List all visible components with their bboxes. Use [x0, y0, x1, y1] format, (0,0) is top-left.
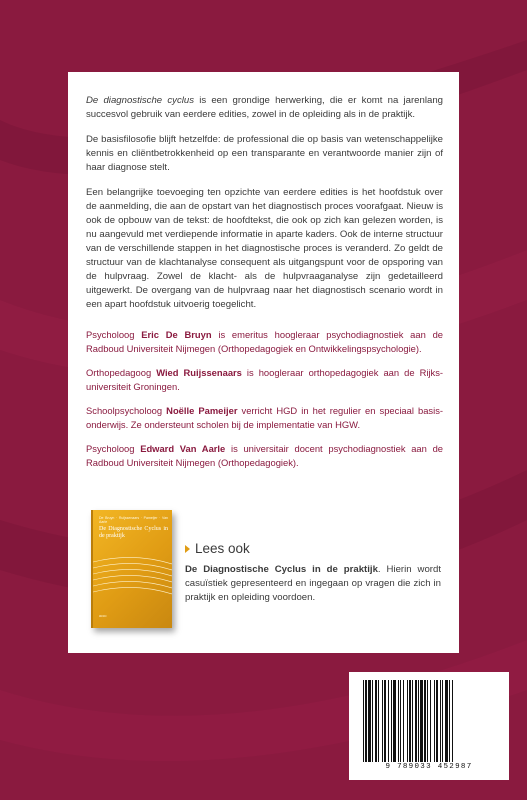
- arrow-right-icon: [185, 545, 190, 553]
- author-description: is hoogleraar orthopedagogiek aan de Rijks-universiteit Groningen.: [86, 367, 443, 392]
- author-bio: [86, 366, 443, 393]
- author-name: Wied Ruijssenaars: [156, 367, 242, 378]
- book-cover-publisher: acco: [99, 614, 107, 618]
- author-bio: [86, 328, 443, 355]
- lees-ook-section: [185, 541, 441, 616]
- description-paragraph-1-text: is een grondige herwerking, die er komt na jarenlang succesvol gebruik van eerdere edities, zowel in de opleiding als in de praktijk.: [86, 95, 443, 120]
- book-cover-title: De Diagnostische Cyclus in de praktijk: [99, 526, 168, 539]
- back-cover-panel: [68, 72, 459, 653]
- lees-ook-description: . Hierin wordt casuïstiek gepresenteerd en ingegaan op vragen die zich in praktijk en opleiding voordoen.: [185, 564, 441, 603]
- description-paragraph-1: [86, 94, 443, 122]
- barcode: [349, 672, 509, 780]
- author-description: verricht HGD in het regulier en speciaal basis-onderwijs. Ze ondersteunt scholen bij de implementatie van HGW.: [86, 405, 443, 430]
- book-cover-thumbnail: [91, 510, 172, 628]
- lees-ook-header: [185, 541, 441, 557]
- author-role: Orthopedagoog: [86, 367, 157, 378]
- author-description: is universitair docent psychodiagnostiek aan de Radboud Universiteit Nijmegen (Orthopedagogiek).: [86, 443, 443, 468]
- lees-ook-book-title: De Diagnostische Cyclus in de praktijk: [185, 564, 378, 575]
- lees-ook-heading: Lees ook: [195, 541, 250, 556]
- author-role: Psycholoog: [86, 329, 142, 340]
- author-bio: [86, 404, 443, 431]
- description-paragraph-3: Een belangrijke toevoeging ten opzichte van eerdere edities is het hoofdstuk over de aanmelding, die aan de opstart van het diagnostisch proces voorafgaat. Nieuw is ook de opbouw van de tekst: de hoofdtekst, die ook op zich kan gelezen worden, is nu aangevuld met verdiepende informatie in aparte kaders. Ook de interne structuur van de verschillende stappen in het diagnostische proces is veranderd. Zo geldt de structuur van de klachtanalyse consequent als uitgangspunt voor de opsporing van de hulpvraag. Zowel de klacht- als de hulpvraaganalyse zijn gedetailleerd uitgewerkt. De overgang van de hulpvraag naar het diagnostisch scenario wordt in een apart hoofdstuk uitvoerig toegelicht.: [86, 187, 443, 310]
- lees-ook-text: [185, 563, 441, 605]
- isbn-number: 9 789033 452987: [385, 763, 473, 771]
- book-cover-author: De Bruyn · Ruijssenaars · Pameijer · Van Aarle: [99, 516, 168, 524]
- author-role: Psycholoog: [86, 443, 141, 454]
- author-bios: [86, 328, 443, 469]
- author-name: Edward Van Aarle: [140, 443, 226, 454]
- author-name: Noëlle Pameijer: [166, 405, 238, 416]
- book-cover-wave-graphic: [93, 552, 172, 602]
- book-title-inline: De diagnostische cyclus: [86, 95, 194, 106]
- author-name: Eric De Bruyn: [141, 329, 212, 340]
- author-bio: [86, 442, 443, 469]
- author-description: is emeritus hoogleraar psychodiagnostiek aan de Radboud Universiteit Nijmegen (Orthopedagogiek en Ontwikkelingspsychologie).: [86, 329, 443, 354]
- barcode-bars: [359, 680, 499, 762]
- description-paragraph-2: De basisfilosofie blijft hetzelfde: de professional die op basis van wetenschappelijke kennis en cliëntbetrokkenheid op een transparante en verantwoorde manier zijn of haar diagnose stelt.: [86, 134, 443, 173]
- author-role: Schoolpsycholoog: [86, 405, 167, 416]
